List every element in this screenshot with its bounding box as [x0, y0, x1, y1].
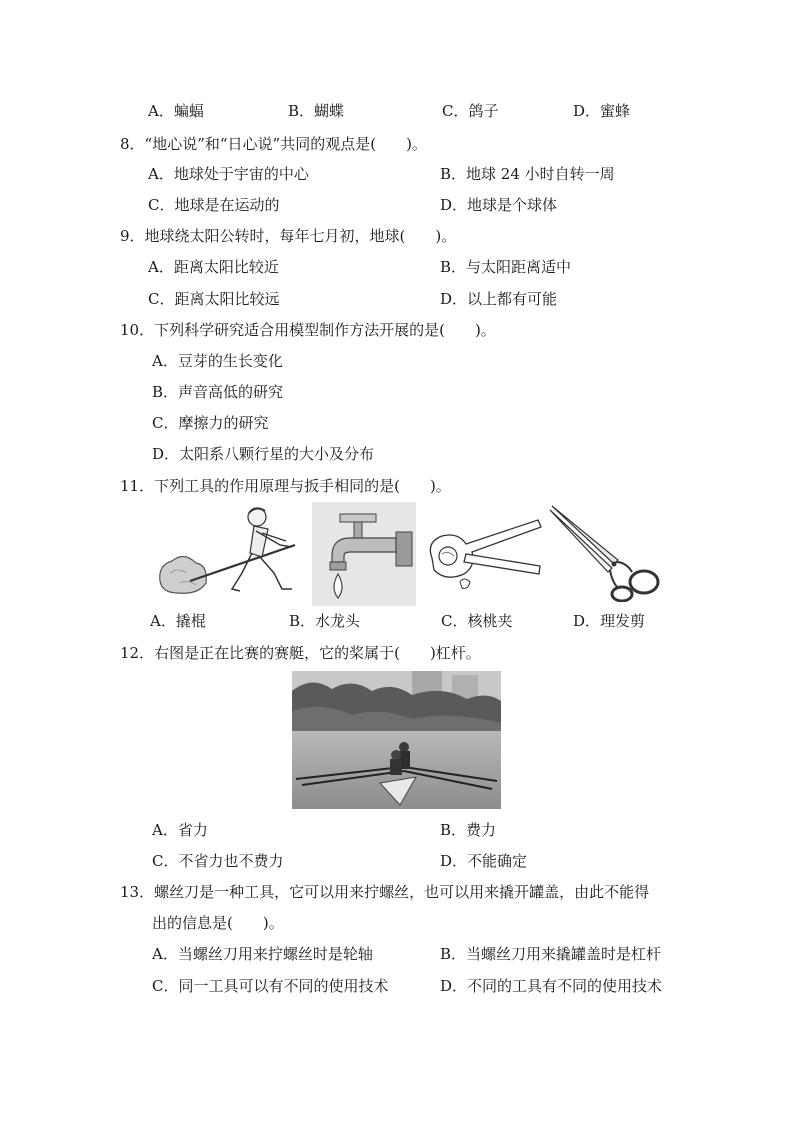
- q8-option-b: B．地球 24 小时自转一周: [440, 165, 615, 183]
- q13-option-b: B．当螺丝刀用来撬罐盖时是杠杆: [440, 945, 662, 963]
- q13-stem-line2: 出的信息是( )。: [152, 914, 284, 932]
- scissors-figure: [548, 502, 670, 602]
- q12-option-a: A．省力: [152, 821, 208, 839]
- q9-stem: 9．地球绕太阳公转时，每年七月初，地球( )。: [120, 227, 457, 245]
- nutcracker-figure: [420, 510, 544, 600]
- q9-option-c: C．距离太阳比较远: [148, 290, 280, 308]
- q13-option-a: A．当螺丝刀用来拧螺丝时是轮轴: [152, 945, 373, 963]
- q12-option-b: B．费力: [440, 821, 497, 839]
- q8-option-c: C．地球是在运动的: [148, 196, 280, 214]
- q9-option-a: A．距离太阳比较近: [148, 258, 279, 276]
- q13-option-c: C．同一工具可以有不同的使用技术: [152, 977, 389, 995]
- q11-option-d: D．理发剪: [573, 612, 646, 630]
- q9-option-d: D．以上都有可能: [440, 290, 558, 308]
- q13-stem-line1: 13．螺丝刀是一种工具，它可以用来拧螺丝，也可以用来撬开罐盖，由此不能得: [120, 883, 650, 901]
- q9-option-b: B．与太阳距离适中: [440, 258, 572, 276]
- crowbar-figure: [150, 503, 310, 603]
- q7-option-c: C．鸽子: [442, 102, 499, 120]
- q11-option-b: B．水龙头: [289, 612, 361, 630]
- q7-option-a: A．蝙蝠: [148, 102, 204, 120]
- rowing-photo: [292, 671, 501, 809]
- q12-stem: 12．右图是正在比赛的赛艇，它的桨属于( )杠杆。: [120, 644, 481, 662]
- q7-option-b: B．蝴蝶: [288, 102, 345, 120]
- q12-option-d: D．不能确定: [440, 852, 528, 870]
- faucet-figure: [312, 502, 416, 606]
- q8-option-a: A．地球处于宇宙的中心: [148, 165, 309, 183]
- q10-option-b: B．声音高低的研究: [152, 383, 284, 401]
- q7-option-d: D．蜜蜂: [573, 102, 631, 120]
- q8-stem: 8．“地心说”和“日心说”共同的观点是( )。: [120, 135, 427, 153]
- q11-stem: 11．下列工具的作用原理与扳手相同的是( )。: [120, 477, 451, 495]
- q10-option-a: A．豆芽的生长变化: [152, 352, 283, 370]
- q10-option-c: C．摩擦力的研究: [152, 414, 269, 432]
- q8-option-d: D．地球是个球体: [440, 196, 558, 214]
- q10-stem: 10．下列科学研究适合用模型制作方法开展的是( )。: [120, 321, 496, 339]
- q10-option-d: D．太阳系八颗行星的大小及分布: [152, 445, 375, 463]
- q13-option-d: D．不同的工具有不同的使用技术: [440, 977, 663, 995]
- q11-option-a: A．撬棍: [150, 612, 206, 630]
- q11-option-c: C．核桃夹: [441, 612, 513, 630]
- q12-option-c: C．不省力也不费力: [152, 852, 284, 870]
